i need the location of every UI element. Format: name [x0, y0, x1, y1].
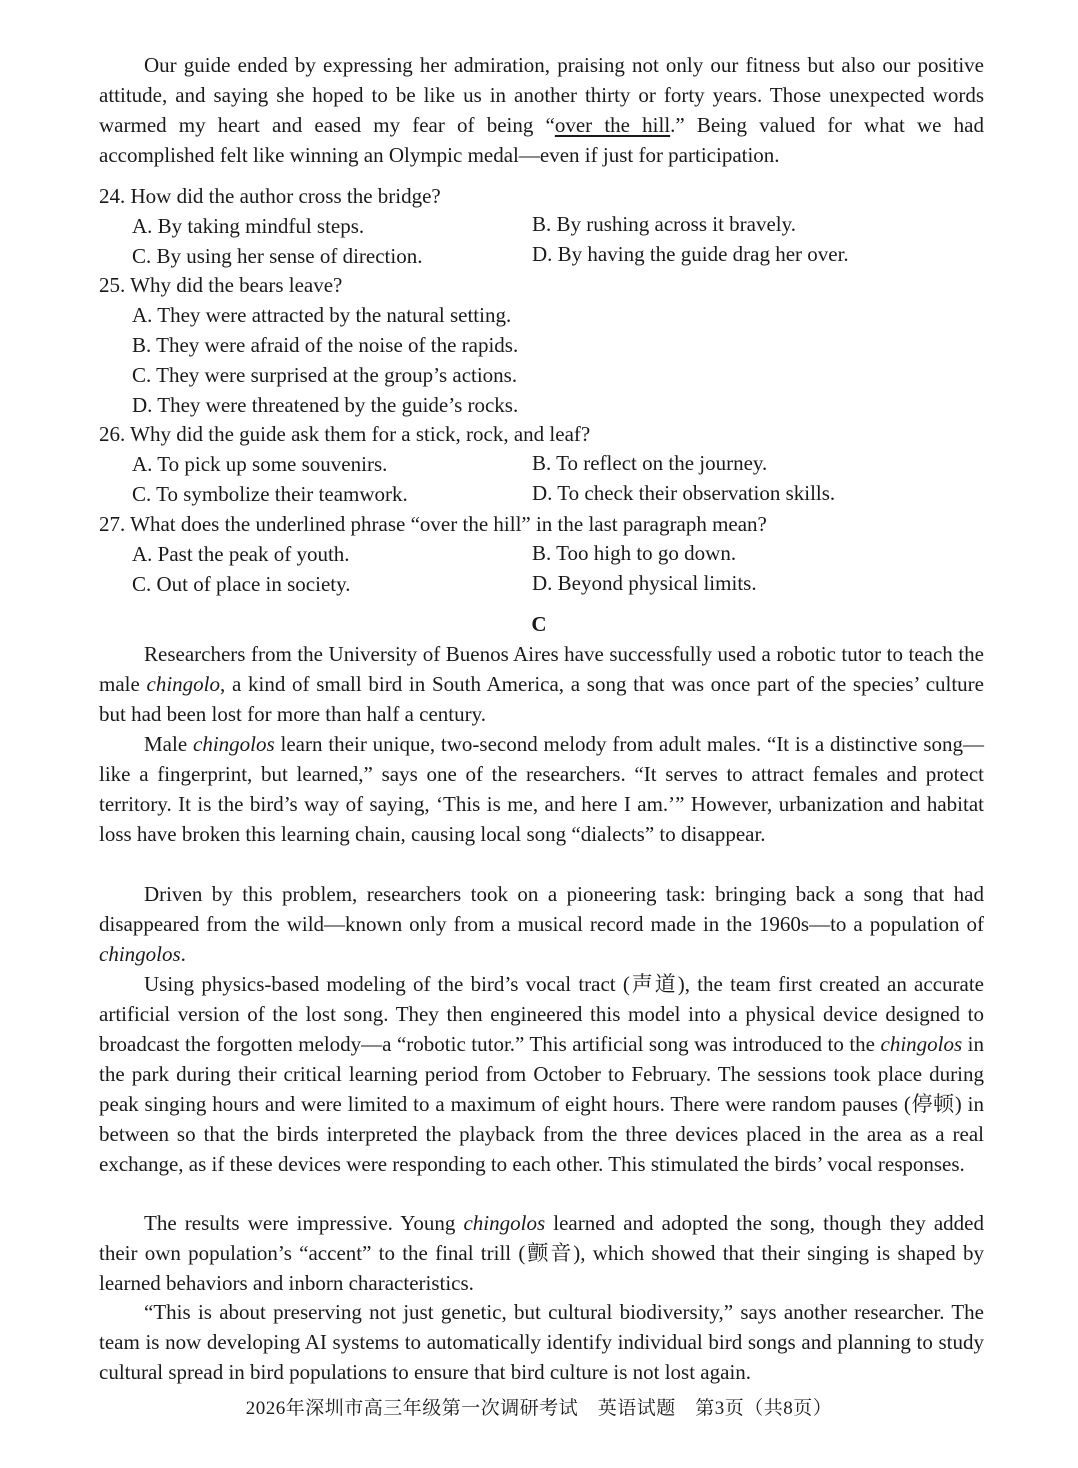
question-24-stem: 24. How did the author cross the bridge? — [99, 184, 441, 208]
passage-b-final-paragraph: Our guide ended by expressing her admiration, praising not only our fitness but also our positive attitude, and saying she hoped to be like us in another thirty or forty years. Those unexpected words warmed my heart and eased my fear of being “over the hill.” Being valued for what we had accomplished felt like winning an Olympic medal—even if just for participation. — [99, 53, 984, 167]
passage-c-paragraph-3: Driven by this problem, researchers took on a pioneering task: bringing back a song that had disappeared from the wild—known only from a musical record made in the 1960s—to a population of chingolos. — [99, 882, 984, 966]
question-26-option-d: D. To check their observation skills. — [532, 481, 836, 505]
passage-c-paragraph-2: Male chingolos learn their unique, two-second melody from adult males. “It is a distinctive song—like a fingerprint, but learned,” says one of the researchers. “It serves to attract females and protect territory. It is the bird’s way of saying, ‘This is me, and here I am.’” However, urbanization and habitat loss have broken this learning chain, causing local song “dialects” to disappear. — [99, 732, 984, 846]
question-26-stem: 26. Why did the guide ask them for a stick, rock, and leaf? — [99, 422, 591, 446]
question-24-option-c: C. By using her sense of direction. — [132, 244, 423, 268]
question-27-stem: 27. What does the underlined phrase “over the hill” in the last paragraph mean? — [99, 512, 767, 536]
question-27-option-c: C. Out of place in society. — [132, 572, 351, 596]
question-27-option-a: A. Past the peak of youth. — [132, 542, 350, 566]
question-25-option-b: B. They were afraid of the noise of the rapids. — [132, 333, 519, 357]
question-26-option-a: A. To pick up some souvenirs. — [132, 452, 388, 476]
question-26-option-b: B. To reflect on the journey. — [532, 451, 768, 475]
underlined-phrase: over the hill — [554, 113, 671, 137]
question-25-stem: 25. Why did the bears leave? — [99, 273, 343, 297]
passage-c-paragraph-5: The results were impressive. Young chingolos learned and adopted the song, though they added their own population’s “accent” to the final trill (颤音), which showed that their singing is shaped by learned behaviors and inborn characteristics. — [99, 1211, 985, 1295]
question-27-option-b: B. Too high to go down. — [532, 541, 737, 565]
page-footer: 2026年深圳市高三年级第一次调研考试 英语试题 第3页（共8页） — [245, 1398, 833, 1419]
section-heading-c: C — [531, 612, 547, 636]
question-25-option-d: D. They were threatened by the guide’s rocks. — [132, 393, 519, 417]
passage-c-paragraph-6: “This is about preserving not just genetic, but cultural biodiversity,” says another researcher. The team is now developing AI systems to automatically identify individual bird songs and planning to study cultural spread in bird populations to ensure that bird culture is not lost again. — [99, 1300, 984, 1384]
question-25-option-c: C. They were surprised at the group’s actions. — [132, 363, 518, 387]
passage-c-paragraph-1: Researchers from the University of Buenos Aires have successfully used a robotic tutor to teach the male chingolo, a kind of small bird in South America, a song that was once part of the species’ culture but had been lost for more than half a century. — [99, 642, 984, 726]
question-24-option-b: B. By rushing across it bravely. — [532, 212, 797, 236]
passage-c-paragraph-4: Using physics-based modeling of the bird’s vocal tract (声道), the team first created an accurate artificial version of the lost song. They then engineered this model into a physical device designed to broadcast the forgotten melody—a “robotic tutor.” This artificial song was introduced to the chingolos in the park during their critical learning period from October to February. The sessions took place during peak singing hours and were limited to a maximum of eight hours. There were random pauses (停顿) in between so that the birds interpreted the playback from the three devices placed in the area as a real exchange, as if these devices were responding to each other. This stimulated the birds’ vocal responses. — [99, 972, 984, 1176]
question-25-option-a: A. They were attracted by the natural setting. — [132, 303, 512, 327]
question-24-option-d: D. By having the guide drag her over. — [532, 242, 849, 266]
question-24-option-a: A. By taking mindful steps. — [132, 214, 365, 238]
question-26-option-c: C. To symbolize their teamwork. — [132, 482, 408, 506]
question-27-option-d: D. Beyond physical limits. — [532, 571, 757, 595]
